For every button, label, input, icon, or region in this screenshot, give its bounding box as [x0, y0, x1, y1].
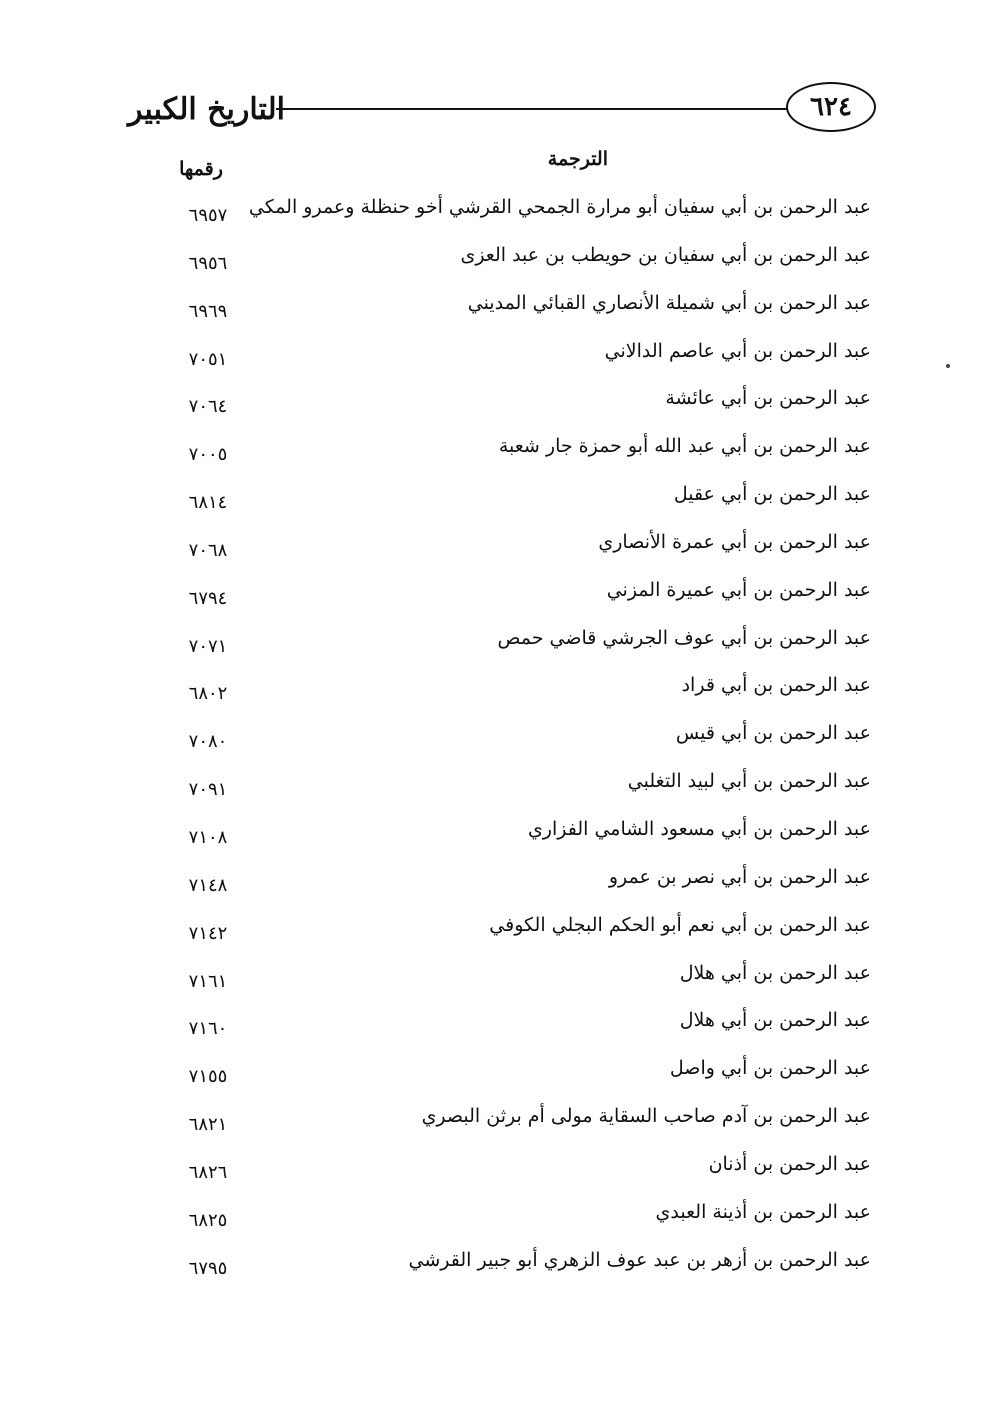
index-row: [150, 1149, 885, 1197]
entry-number: ٧٠٠٥: [188, 444, 228, 466]
entry-number: ٧٠٦٨: [188, 539, 228, 561]
entry-name: عبد الرحمن بن أبي عمرة الأنصاري: [598, 530, 871, 553]
index-row: [150, 1197, 885, 1245]
index-row: [150, 431, 885, 479]
index-row: [150, 479, 885, 527]
entry-number: ٦٨٢٥: [188, 1209, 228, 1231]
book-title: التاريخ الكبير: [128, 92, 286, 127]
entry-name: عبد الرحمن بن أزهر بن عبد عوف الزهري أبو جبير القرشي: [408, 1248, 871, 1271]
entry-name: عبد الرحمن بن أبي شميلة الأنصاري القبائي المديني: [467, 291, 871, 314]
entry-name: عبد الرحمن بن أبي عاصم الدالاني: [604, 339, 871, 362]
index-row: [150, 958, 885, 1006]
column-header-translation: الترجمة: [547, 148, 608, 170]
entry-number: ٦٨٢١: [188, 1114, 228, 1136]
index-row: [150, 336, 885, 384]
entry-number: ٦٧٩٥: [188, 1257, 228, 1279]
entry-number: ٦٨٠٢: [188, 683, 228, 705]
entry-number: ٧٠٨٠: [188, 731, 228, 753]
index-row: [150, 1005, 885, 1053]
index-row: [150, 910, 885, 958]
entry-number: ٧١٠٨: [188, 826, 228, 848]
page-header: [118, 78, 878, 138]
entry-number: ٦٨١٤: [188, 492, 228, 514]
entry-name: عبد الرحمن بن أبي نصر بن عمرو: [608, 865, 871, 888]
index-row: [150, 192, 885, 240]
entry-name: عبد الرحمن بن أبي واصل: [669, 1057, 871, 1080]
index-row: [150, 383, 885, 431]
entry-name: عبد الرحمن بن أذينة العبدي: [655, 1200, 871, 1223]
header-rule: [276, 108, 788, 110]
entry-name: عبد الرحمن بن أبي هلال: [679, 961, 871, 984]
entry-number: ٧١٥٥: [188, 1066, 228, 1088]
entry-number: ٧١٤٢: [188, 922, 228, 944]
entry-name: عبد الرحمن بن أبي قيس: [675, 722, 871, 745]
entry-number: ٧٠٦٤: [188, 396, 228, 418]
index-row: [150, 670, 885, 718]
entry-number: ٧٠٥١: [188, 348, 228, 370]
entry-number: ٦٧٩٤: [188, 587, 228, 609]
entry-name: عبد الرحمن بن أبي عوف الجرشي قاضي حمص: [497, 626, 871, 649]
entry-number: ٧١٦١: [188, 970, 228, 992]
index-row: [150, 527, 885, 575]
index-row: [150, 814, 885, 862]
page-number: ٦٢٤: [786, 82, 876, 132]
entry-name: عبد الرحمن بن أبي سفيان بن حويطب بن عبد العزى: [460, 243, 871, 266]
entry-name: عبد الرحمن بن آدم صاحب السقاية مولى أم برثن البصري: [421, 1105, 871, 1128]
index-row: [150, 1101, 885, 1149]
entry-number: ٧١٤٨: [188, 874, 228, 896]
scan-dot: [946, 364, 950, 368]
column-header-number: رقمها: [179, 158, 223, 180]
entry-name: عبد الرحمن بن أبي عميرة المزني: [606, 578, 871, 601]
index-row: [150, 718, 885, 766]
entry-name: عبد الرحمن بن أبي هلال: [679, 1009, 871, 1032]
index-row: [150, 1245, 885, 1293]
entry-name: عبد الرحمن بن أذنان: [708, 1152, 871, 1175]
entry-name: عبد الرحمن بن أبي لبيد التغلبي: [627, 770, 871, 793]
index-row: [150, 862, 885, 910]
index-row: [150, 575, 885, 623]
entry-name: عبد الرحمن بن أبي سفيان أبو مرارة الجمحي القرشي أخو حنظلة وعمرو المكي: [248, 196, 871, 218]
entry-number: ٧٠٧١: [188, 635, 228, 657]
entry-number: ٦٩٥٦: [188, 252, 228, 274]
entry-number: ٧١٦٠: [188, 1018, 228, 1040]
entry-number: ٦٩٦٩: [188, 300, 228, 322]
entry-name: عبد الرحمن بن أبي قراد: [681, 674, 871, 697]
index-row: [150, 623, 885, 671]
entry-name: عبد الرحمن بن أبي عائشة: [665, 387, 871, 410]
index-row: [150, 766, 885, 814]
entry-name: عبد الرحمن بن أبي عقيل: [673, 483, 871, 506]
entry-number: ٦٨٢٦: [188, 1161, 228, 1183]
index-list: [150, 192, 885, 1292]
entry-name: عبد الرحمن بن أبي نعم أبو الحكم البجلي الكوفي: [489, 913, 871, 936]
index-row: [150, 1053, 885, 1101]
index-row: [150, 240, 885, 288]
entry-name: عبد الرحمن بن أبي مسعود الشامي الفزاري: [527, 817, 871, 840]
entry-number: ٦٩٥٧: [188, 205, 228, 226]
entry-number: ٧٠٩١: [188, 779, 228, 801]
index-row: [150, 288, 885, 336]
entry-name: عبد الرحمن بن أبي عبد الله أبو حمزة جار شعبة: [498, 435, 871, 458]
